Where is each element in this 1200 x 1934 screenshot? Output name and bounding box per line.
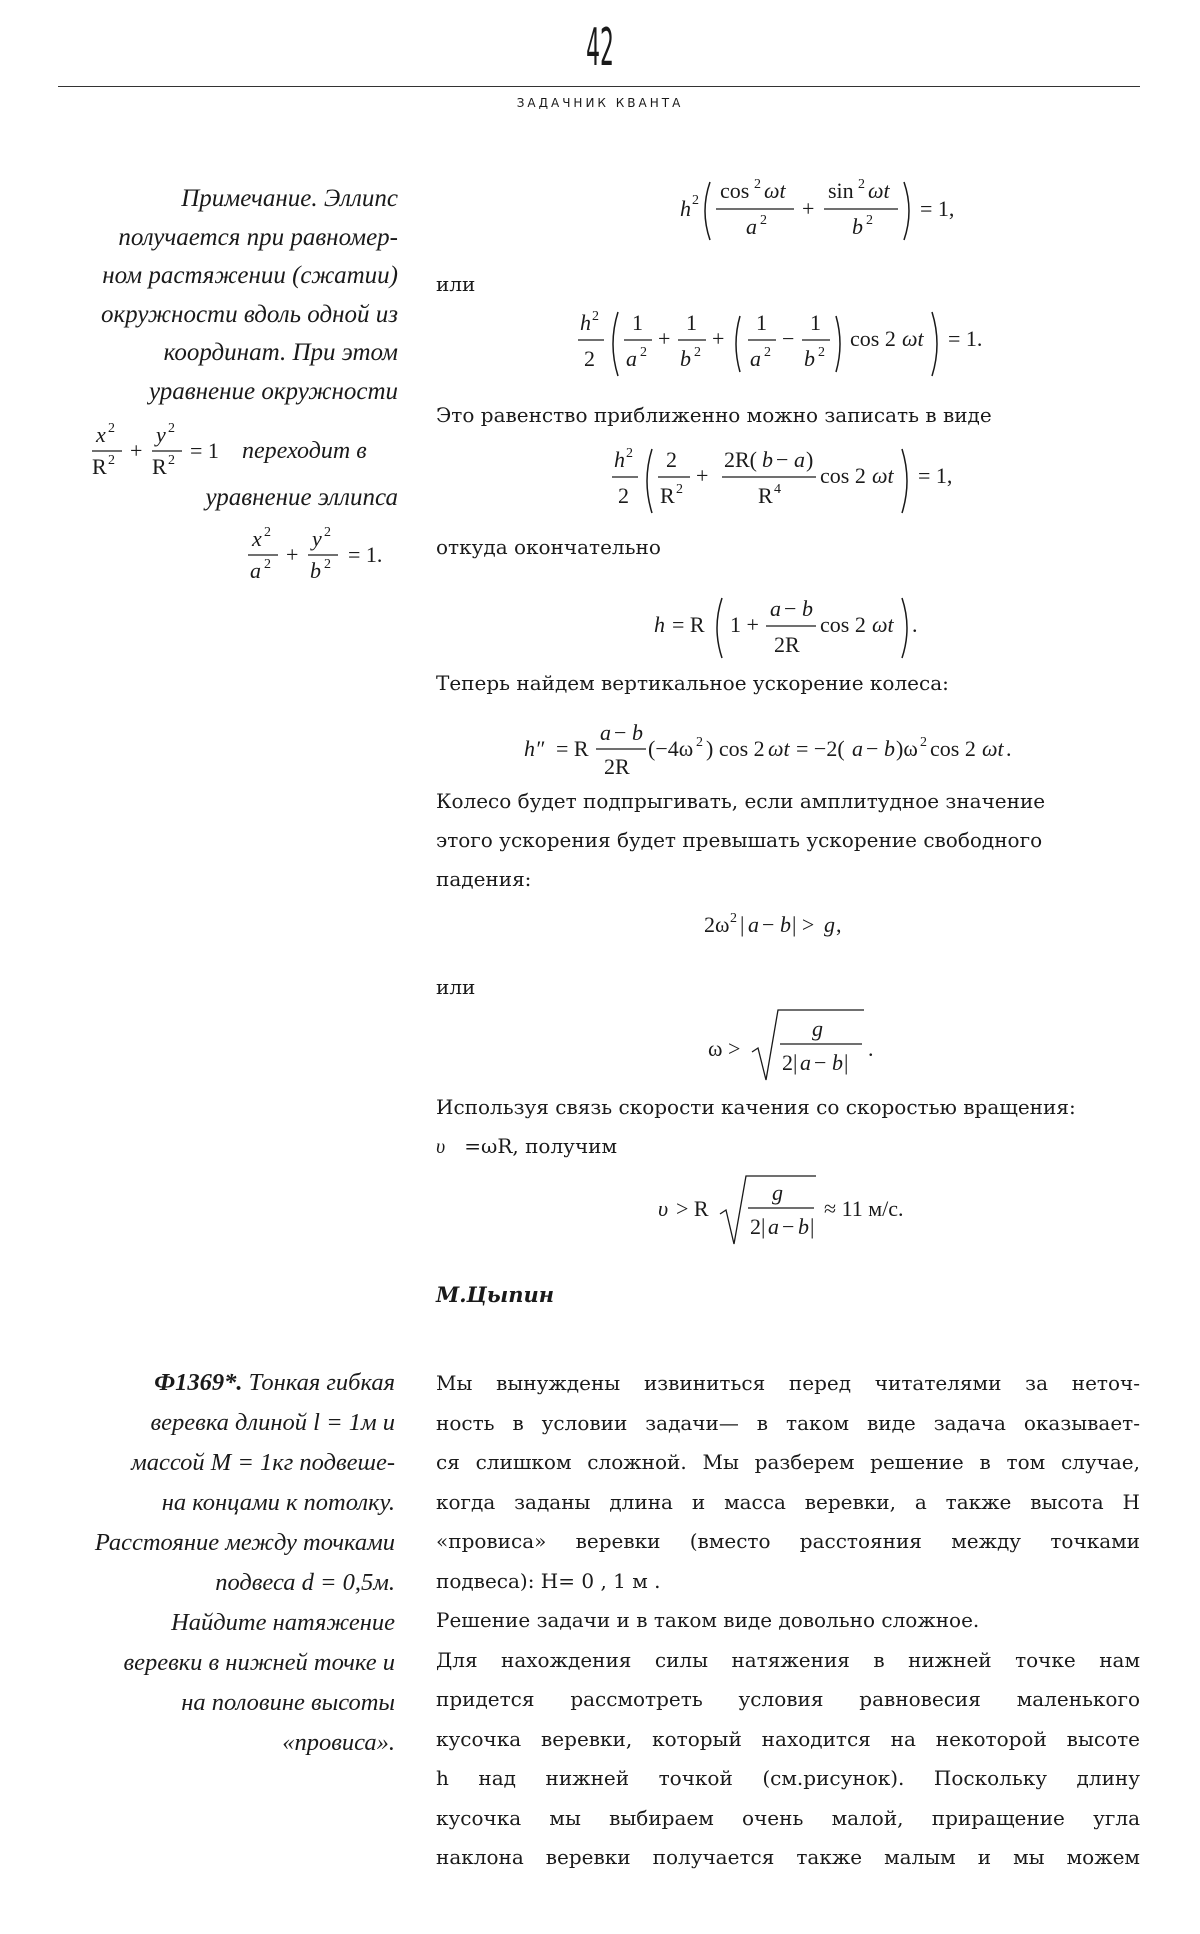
svg-text:R: R bbox=[92, 454, 107, 479]
svg-text:a: a bbox=[746, 214, 757, 239]
svg-text:R: R bbox=[758, 483, 773, 508]
formula-8 bbox=[656, 1170, 956, 1254]
solution-line: «провиса» веревки (вместо расстояния между точками bbox=[436, 1529, 1140, 1553]
solution-text bbox=[436, 1364, 1140, 1878]
svg-text:y: y bbox=[312, 526, 322, 551]
text-line: или bbox=[436, 975, 476, 999]
svg-text:b: b bbox=[310, 558, 321, 583]
svg-text:2: 2 bbox=[730, 911, 737, 926]
svg-text:= −2(: = −2( bbox=[796, 736, 845, 761]
paragraph-approx bbox=[436, 396, 1140, 435]
svg-text:|: | bbox=[810, 1214, 815, 1239]
problem-statement bbox=[58, 1363, 395, 1763]
svg-text:2R(: 2R( bbox=[724, 447, 757, 472]
svg-text:b: b bbox=[780, 912, 791, 937]
ellipse-equation bbox=[246, 522, 406, 588]
note-line: уравнение окружности bbox=[148, 377, 398, 405]
formula-7 bbox=[704, 1004, 904, 1088]
solution-line: ся слишком сложной. Мы разберем решение в том случае, bbox=[436, 1450, 1140, 1474]
svg-text:ω >: ω > bbox=[708, 1036, 741, 1061]
svg-text:2R: 2R bbox=[774, 632, 800, 657]
svg-text:−: − bbox=[614, 720, 627, 745]
svg-text:ωt: ωt bbox=[764, 178, 786, 203]
svg-text:b: b bbox=[632, 720, 643, 745]
note-line: окружности вдоль одной из bbox=[100, 300, 398, 328]
svg-text:2R: 2R bbox=[604, 754, 630, 779]
svg-text:1: 1 bbox=[632, 310, 643, 335]
svg-text:ωt: ωt bbox=[872, 612, 894, 637]
solution-line: Для нахождения силы натяжения в нижней точке нам bbox=[436, 1647, 1140, 1672]
problem-text: Тонкая гибкая bbox=[248, 1369, 395, 1396]
svg-text:−: − bbox=[762, 912, 775, 937]
svg-text:−: − bbox=[782, 1214, 795, 1239]
svg-text:2: 2 bbox=[626, 446, 633, 461]
svg-text:2: 2 bbox=[666, 447, 677, 472]
svg-text:−: − bbox=[814, 1050, 827, 1075]
svg-text:1: 1 bbox=[686, 310, 697, 335]
svg-text:.: . bbox=[868, 1036, 874, 1061]
svg-text:h: h bbox=[614, 447, 625, 472]
svg-text:a: a bbox=[852, 736, 863, 761]
svg-text:ωt: ωt bbox=[902, 326, 924, 351]
svg-text:= 1,: = 1, bbox=[920, 196, 955, 221]
svg-text:| >: | > bbox=[792, 912, 815, 937]
relation-rest: =ωR, получим bbox=[464, 1134, 618, 1158]
svg-text:b: b bbox=[884, 736, 895, 761]
svg-text:= 1,: = 1, bbox=[918, 463, 953, 488]
svg-text:2: 2 bbox=[694, 345, 701, 360]
svg-text:.: . bbox=[912, 612, 918, 637]
svg-text:b: b bbox=[832, 1050, 843, 1075]
header-rule bbox=[58, 86, 1140, 87]
section-title: ЗАДАЧНИК КВАНТА bbox=[516, 96, 684, 110]
problem-line bbox=[58, 1363, 395, 1403]
solution-line: когда заданы длина и масса веревки, а также высота H bbox=[436, 1489, 1140, 1514]
formula-1 bbox=[676, 168, 976, 254]
svg-text:R: R bbox=[152, 454, 167, 479]
problem-line: подвеса d = 0,5м. bbox=[215, 1569, 395, 1596]
svg-text:+: + bbox=[802, 196, 815, 221]
solution-line: Решение задачи и в таком виде довольно сложное. bbox=[436, 1608, 980, 1632]
formula-5 bbox=[520, 712, 1080, 788]
svg-text:2: 2 bbox=[324, 557, 331, 572]
svg-text:cos 2: cos 2 bbox=[820, 612, 866, 637]
text-line: Используя связь скорости качения со скоростью вращения: bbox=[436, 1095, 1076, 1119]
svg-text:> R: > R bbox=[676, 1196, 709, 1221]
svg-text:ωt: ωt bbox=[872, 463, 894, 488]
or-text-2 bbox=[436, 968, 1140, 1007]
velocity-symbol: υ bbox=[436, 1136, 446, 1158]
author-signature: М.Цыпин bbox=[436, 1282, 555, 1307]
svg-text:2: 2 bbox=[584, 346, 595, 371]
text-line: откуда окончательно bbox=[436, 535, 661, 559]
solution-line: подвеса): H= 0 , 1 м . bbox=[436, 1568, 661, 1593]
problem-line: на половине высоты bbox=[181, 1689, 395, 1716]
svg-text:b: b bbox=[802, 596, 813, 621]
svg-text:2: 2 bbox=[760, 213, 767, 228]
svg-text:−: − bbox=[782, 326, 795, 351]
svg-text:h″: h″ bbox=[524, 736, 545, 761]
solution-line: Мы вынуждены извиниться перед читателями за неточ- bbox=[436, 1371, 1140, 1395]
svg-text:x: x bbox=[252, 526, 262, 551]
text-line: падения: bbox=[436, 867, 532, 891]
svg-text:a: a bbox=[800, 1050, 811, 1075]
svg-text:x: x bbox=[96, 422, 106, 447]
svg-text:2: 2 bbox=[108, 421, 115, 436]
svg-text:R: R bbox=[660, 483, 675, 508]
svg-text:h: h bbox=[654, 612, 665, 637]
svg-text:(−4ω: (−4ω bbox=[648, 736, 694, 761]
svg-text:ωt: ωt bbox=[768, 736, 790, 761]
svg-text:.: . bbox=[1006, 736, 1012, 761]
solution-line: наклона веревки получается также малым и мы можем bbox=[436, 1845, 1140, 1869]
svg-text:)ω: )ω bbox=[896, 736, 918, 761]
svg-text:2: 2 bbox=[618, 483, 629, 508]
svg-text:a: a bbox=[794, 447, 805, 472]
svg-text:b: b bbox=[798, 1214, 809, 1239]
svg-text:2: 2 bbox=[640, 345, 647, 360]
svg-text:b: b bbox=[680, 346, 691, 371]
svg-text:ωt: ωt bbox=[982, 736, 1004, 761]
problem-line: «провиса». bbox=[282, 1729, 395, 1756]
problem-line: Расстояние между точками bbox=[94, 1529, 395, 1556]
svg-text:b: b bbox=[852, 214, 863, 239]
svg-text:2: 2 bbox=[920, 735, 927, 750]
svg-text:= 1.: = 1. bbox=[948, 326, 983, 351]
svg-text:+: + bbox=[696, 463, 709, 488]
svg-text:2: 2 bbox=[692, 193, 699, 208]
svg-text:|: | bbox=[844, 1050, 849, 1075]
svg-text:ωt: ωt bbox=[868, 178, 890, 203]
svg-text:a: a bbox=[770, 596, 781, 621]
svg-text:sin: sin bbox=[828, 178, 854, 203]
formula-alt bbox=[0, 0, 1, 1]
note-line: получается при равномер- bbox=[118, 223, 398, 251]
svg-text:b: b bbox=[804, 346, 815, 371]
svg-text:a: a bbox=[626, 346, 637, 371]
note-line: Примечание. Эллипс bbox=[181, 185, 398, 212]
svg-text:1: 1 bbox=[810, 310, 821, 335]
ellipse-caption-block bbox=[58, 479, 398, 518]
svg-text:υ: υ bbox=[658, 1196, 669, 1221]
svg-text:2: 2 bbox=[108, 453, 115, 468]
circle-equation bbox=[90, 418, 410, 484]
svg-text:cos: cos bbox=[720, 178, 750, 203]
svg-text:2: 2 bbox=[324, 525, 331, 540]
svg-text:h: h bbox=[580, 310, 591, 335]
text-line: Теперь найдем вертикальное ускорение колеса: bbox=[436, 671, 949, 695]
svg-text:2|: 2| bbox=[750, 1214, 766, 1239]
note-line: уравнение эллипса bbox=[205, 484, 398, 511]
svg-text:2|: 2| bbox=[782, 1050, 798, 1075]
svg-text:2: 2 bbox=[592, 309, 599, 324]
svg-text:a: a bbox=[750, 346, 761, 371]
solution-line: h над нижней точкой (см.рисунок). Поскольку длину bbox=[436, 1766, 1140, 1790]
svg-text:−: − bbox=[776, 447, 789, 472]
svg-text:b: b bbox=[762, 447, 773, 472]
problem-line: веревки в нижней точке и bbox=[123, 1649, 395, 1676]
formula-2 bbox=[576, 300, 1016, 388]
svg-text:2: 2 bbox=[866, 213, 873, 228]
paragraph-relation bbox=[436, 1088, 1140, 1166]
solution-line: кусочка мы выбираем очень малой, приращение угла bbox=[436, 1805, 1140, 1830]
svg-text:g: g bbox=[824, 912, 835, 937]
svg-text:|: | bbox=[740, 912, 745, 937]
svg-text:+: + bbox=[286, 542, 299, 567]
formula-3 bbox=[610, 437, 990, 523]
svg-text:2: 2 bbox=[754, 177, 761, 192]
svg-text:1 +: 1 + bbox=[730, 612, 759, 637]
formula-6 bbox=[700, 900, 900, 950]
note-line: координат. При этом bbox=[163, 339, 398, 366]
or-text bbox=[436, 265, 1140, 304]
svg-text:2: 2 bbox=[764, 345, 771, 360]
paragraph-jump bbox=[436, 782, 1140, 899]
paragraph-vertical-accel bbox=[436, 664, 1140, 703]
svg-text:a: a bbox=[600, 720, 611, 745]
circle-suffix: переходит в bbox=[242, 438, 367, 464]
svg-text:y: y bbox=[156, 422, 166, 447]
solution-line: придется рассмотреть условия равновесия маленького bbox=[436, 1687, 1140, 1711]
problem-line: на концами к потолку. bbox=[161, 1489, 395, 1516]
svg-text:,: , bbox=[836, 912, 842, 937]
svg-text:cos 2: cos 2 bbox=[850, 326, 896, 351]
svg-text:1: 1 bbox=[756, 310, 767, 335]
svg-text:2: 2 bbox=[264, 525, 271, 540]
formula-4 bbox=[650, 586, 950, 670]
note-line: ном растяжении (сжатии) bbox=[102, 262, 398, 289]
paragraph-finally bbox=[436, 528, 1140, 567]
problem-line: Найдите натяжение bbox=[171, 1609, 395, 1636]
svg-text:= 1.: = 1. bbox=[348, 542, 383, 567]
text-line: этого ускорения будет превышать ускорение свободного bbox=[436, 828, 1043, 852]
result-value: ≈ 11 м/с. bbox=[824, 1196, 904, 1221]
solution-line: кусочка веревки, который находится на некоторой высоте bbox=[436, 1726, 1140, 1751]
svg-text:2: 2 bbox=[818, 345, 825, 360]
problem-line: веревка длиной l = 1м и bbox=[150, 1409, 395, 1436]
svg-text:a: a bbox=[768, 1214, 779, 1239]
svg-text:) cos 2: ) cos 2 bbox=[706, 736, 765, 761]
svg-text:+: + bbox=[130, 438, 143, 463]
svg-text:−: − bbox=[866, 736, 879, 761]
svg-text:+: + bbox=[658, 326, 671, 351]
svg-text:cos 2: cos 2 bbox=[820, 463, 866, 488]
svg-text:2: 2 bbox=[264, 557, 271, 572]
text-line: Колесо будет подпрыгивать, если амплитудное значение bbox=[436, 789, 1046, 813]
margin-note bbox=[58, 180, 398, 411]
svg-text:2: 2 bbox=[168, 421, 175, 436]
svg-text:−: − bbox=[784, 596, 797, 621]
svg-text:a: a bbox=[250, 558, 261, 583]
svg-text:): ) bbox=[806, 447, 814, 472]
svg-text:g: g bbox=[812, 1016, 823, 1041]
svg-text:cos 2: cos 2 bbox=[930, 736, 976, 761]
svg-text:2: 2 bbox=[696, 735, 703, 750]
svg-text:2: 2 bbox=[676, 482, 683, 497]
svg-text:4: 4 bbox=[774, 482, 781, 497]
svg-text:h: h bbox=[680, 196, 691, 221]
svg-text:= R: = R bbox=[672, 612, 705, 637]
svg-text:2: 2 bbox=[168, 453, 175, 468]
svg-text:g: g bbox=[772, 1180, 783, 1205]
page-number: 42 bbox=[586, 18, 614, 78]
svg-text:+: + bbox=[712, 326, 725, 351]
svg-text:2: 2 bbox=[858, 177, 865, 192]
svg-text:2ω: 2ω bbox=[704, 912, 730, 937]
solution-line: ность в условии задачи— в таком виде задача оказывает- bbox=[436, 1410, 1140, 1435]
text-line: или bbox=[436, 272, 476, 296]
svg-text:= 1: = 1 bbox=[190, 438, 219, 463]
text-line: Это равенство приближенно можно записать в виде bbox=[436, 403, 992, 427]
svg-text:a: a bbox=[748, 912, 759, 937]
text-line bbox=[436, 1127, 1140, 1166]
svg-text:= R: = R bbox=[556, 736, 589, 761]
problem-line: массой M = 1кг подвеше- bbox=[131, 1449, 395, 1476]
problem-label: Ф1369*. bbox=[154, 1369, 243, 1396]
